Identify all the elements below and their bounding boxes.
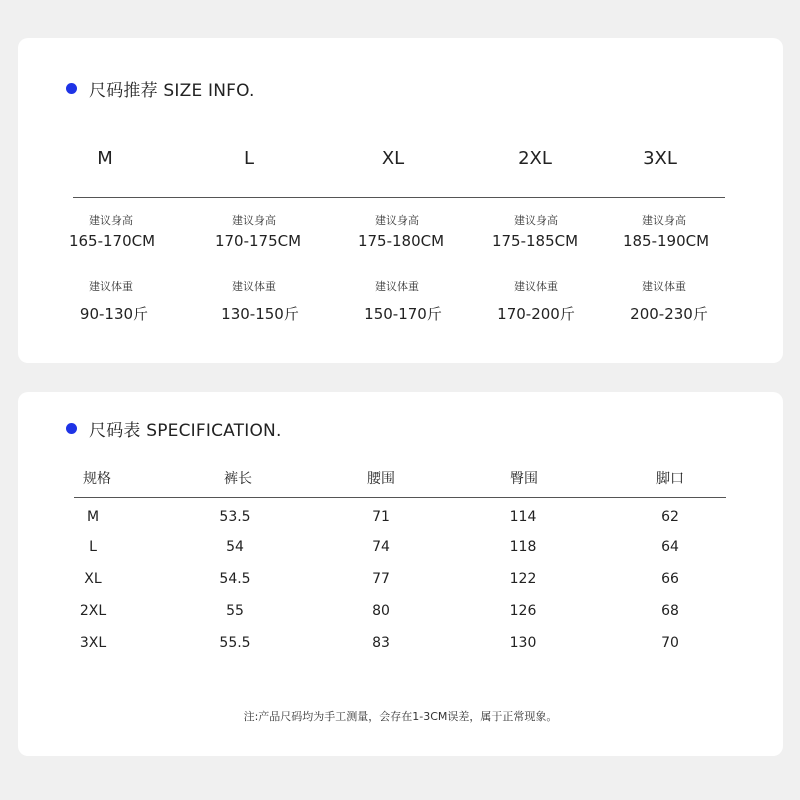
spec-cell-hip: 130 <box>509 635 537 651</box>
spec-cell-length: 55.5 <box>219 635 251 651</box>
weight-label-m: 建议体重 <box>89 280 133 293</box>
size-info-title: 尺码推荐 SIZE INFO. <box>89 81 255 101</box>
spec-header-waist: 腰围 <box>367 471 395 487</box>
measurement-note: 注:产品尺码均为手工测量，会存在1-3CM误差，属于正常现象。 <box>243 710 558 723</box>
bullet-dot-icon <box>66 423 77 434</box>
weight-label-xl: 建议体重 <box>375 280 419 293</box>
spec-cell-hip: 118 <box>509 539 537 555</box>
spec-cell-length: 55 <box>226 603 244 619</box>
spec-cell-hip: 122 <box>509 571 537 587</box>
spec-cell-size: XL <box>84 571 102 587</box>
spec-cell-length: 53.5 <box>219 509 251 525</box>
spec-cell-waist: 77 <box>372 571 390 587</box>
size-info-header <box>66 76 255 101</box>
height-value-l: 170-175CM <box>214 232 302 250</box>
size-label-m: M <box>97 148 113 169</box>
height-value-3xl: 185-190CM <box>622 232 710 250</box>
spec-cell-waist: 83 <box>372 635 390 651</box>
spec-cell-size: M <box>86 509 100 525</box>
spec-cell-waist: 71 <box>372 509 390 525</box>
bullet-dot-icon <box>66 83 77 94</box>
weight-label-2xl: 建议体重 <box>514 280 558 293</box>
height-label-l: 建议身高 <box>232 214 276 227</box>
spec-header-length: 裤长 <box>224 471 252 487</box>
spec-cell-size: 2XL <box>79 603 107 619</box>
height-value-2xl: 175-185CM <box>491 232 579 250</box>
spec-header-size: 规格 <box>83 471 111 487</box>
weight-value-l: 130-150斤 <box>221 305 299 323</box>
size-label-l: L <box>243 148 255 169</box>
size-label-2xl: 2XL <box>518 148 552 169</box>
spec-cell-leg-opening: 70 <box>661 635 679 651</box>
height-label-2xl: 建议身高 <box>514 214 558 227</box>
spec-cell-hip: 126 <box>509 603 537 619</box>
spec-cell-waist: 80 <box>372 603 390 619</box>
size-label-3xl: 3XL <box>643 148 677 169</box>
spec-cell-waist: 74 <box>372 539 390 555</box>
weight-value-2xl: 170-200斤 <box>497 305 575 323</box>
spec-cell-leg-opening: 62 <box>661 509 679 525</box>
weight-label-l: 建议体重 <box>232 280 276 293</box>
specification-title: 尺码表 SPECIFICATION. <box>89 421 282 441</box>
spec-cell-leg-opening: 66 <box>661 571 679 587</box>
weight-value-m: 90-130斤 <box>79 305 149 323</box>
spec-cell-size: 3XL <box>79 635 107 651</box>
spec-cell-hip: 114 <box>509 509 537 525</box>
spec-header-hip: 臀围 <box>510 471 538 487</box>
height-label-3xl: 建议身高 <box>642 214 686 227</box>
specification-card <box>18 392 783 756</box>
spec-cell-leg-opening: 68 <box>661 603 679 619</box>
weight-value-xl: 150-170斤 <box>364 305 442 323</box>
spec-cell-length: 54.5 <box>219 571 251 587</box>
weight-value-3xl: 200-230斤 <box>630 305 708 323</box>
height-value-m: 165-170CM <box>68 232 156 250</box>
spec-header-leg-opening: 脚口 <box>656 471 684 487</box>
height-label-xl: 建议身高 <box>375 214 419 227</box>
spec-divider <box>74 497 726 498</box>
spec-cell-leg-opening: 64 <box>661 539 679 555</box>
height-value-xl: 175-180CM <box>357 232 445 250</box>
weight-label-3xl: 建议体重 <box>642 280 686 293</box>
height-label-m: 建议身高 <box>89 214 133 227</box>
size-label-xl: XL <box>381 148 405 169</box>
spec-cell-length: 54 <box>226 539 244 555</box>
specification-header <box>66 416 282 441</box>
size-info-divider <box>73 197 725 198</box>
size-info-card <box>18 38 783 363</box>
spec-cell-size: L <box>89 539 97 555</box>
